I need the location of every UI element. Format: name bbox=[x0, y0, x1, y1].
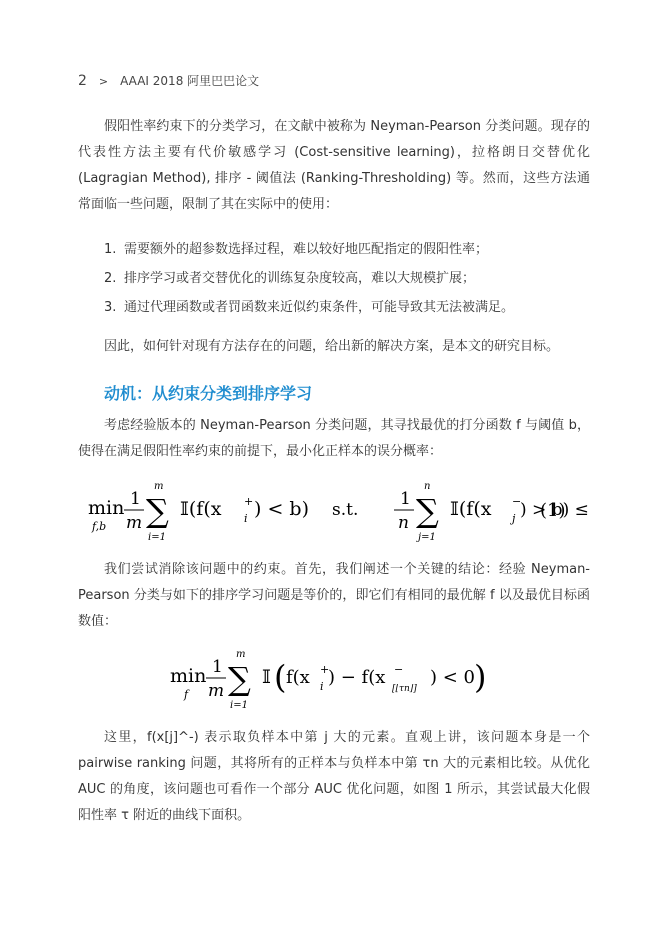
eq2-min-sub: f bbox=[184, 688, 189, 701]
eq2-frac-num: 1 bbox=[212, 657, 223, 677]
eq2-left-paren: ( bbox=[274, 658, 287, 696]
eq1-frac1-den: m bbox=[126, 513, 143, 533]
list-text: 需要额外的超参数选择过程，难以较好地匹配指定的假阳性率； bbox=[124, 242, 489, 257]
eq2-sup-a: + bbox=[320, 663, 330, 676]
eq1-body2: 𝕀(f(x bbox=[450, 498, 492, 520]
eq1-tail: ) < b) bbox=[254, 498, 309, 520]
section-paragraph-1: 考虑经验版本的 Neyman-Pearson 分类问题，其寻找最优的打分函数 f 与阈值 b，使得在满足假阳性率约束的前提下，最小化正样本的误分概率： bbox=[78, 418, 590, 459]
list-item bbox=[104, 264, 594, 293]
eq1-sum-bottom: i=1 bbox=[148, 532, 166, 543]
equation-1 bbox=[88, 478, 588, 550]
intro-paragraph: 假阳性率约束下的分类学习，在文献中被称为 Neyman-Pearson 分类问题。现存的代表性方法主要有代价敏感学习 (Cost-sensitive learning)，拉格朗日交替优化 (Lagragian Method), 排序 - 阈值法 (Ranking-Thresholding) 等。然而，这些方法通常面临一些问题，限制了其在实际中的使用： bbox=[78, 119, 590, 212]
eq2-sub-b: [⌊τn⌋] bbox=[392, 684, 417, 694]
eq2-right-paren: ) bbox=[474, 658, 487, 696]
eq1-body: 𝕀(f(x bbox=[180, 498, 222, 520]
eq1-frac2-num: 1 bbox=[400, 489, 411, 509]
page-header bbox=[78, 72, 259, 92]
eq1-sup2: − bbox=[512, 495, 522, 508]
eq2-tail: ) < 0 bbox=[430, 667, 475, 688]
eq2-indicator: 𝕀 bbox=[262, 666, 271, 688]
eq1-min: min bbox=[88, 497, 125, 519]
list-text: 通过代理函数或者罚函数来近似约束条件，可能导致其无法被满足。 bbox=[124, 300, 515, 315]
eq1-sum-top: m bbox=[154, 481, 164, 492]
list-index: 2. bbox=[104, 271, 117, 286]
eq2-frac-den: m bbox=[208, 681, 225, 701]
list-index: 1. bbox=[104, 242, 117, 257]
eq2-sum-sign: ∑ bbox=[228, 660, 251, 698]
section-paragraph-3: 这里，f(x[j]^-) 表示取负样本中第 j 大的元素。直观上讲，该问题本身是一个 pairwise ranking 问题，其将所有的正样本与负样本中第 τn 大的元素相比较。从优化 AUC 的角度，该问题也可看作一个部分 AUC 优化问题，如图 1 所示，其尝试最大化假阳性率 τ 附近的曲线下面积。 bbox=[78, 730, 590, 823]
goal-paragraph: 因此，如何针对现有方法存在的问题，给出新的解决方案，是本文的研究目标。 bbox=[104, 339, 560, 354]
eq2-sum-top: m bbox=[236, 649, 246, 660]
list-index: 3. bbox=[104, 300, 117, 315]
eq1-min-sub: f,b bbox=[92, 520, 107, 533]
eq2-min: min bbox=[170, 665, 207, 687]
eq1-sum2-sign: ∑ bbox=[416, 492, 439, 530]
eq2-sum-bottom: i=1 bbox=[230, 700, 248, 711]
eq1-frac2-den: n bbox=[398, 513, 409, 533]
page-number: 2 bbox=[78, 73, 87, 89]
eq1-sum2-top: n bbox=[424, 481, 431, 492]
eq1-sum-sign: ∑ bbox=[146, 492, 169, 530]
equation-1-number: (1) bbox=[540, 500, 566, 521]
header-title: AAAI 2018 阿里巴巴论文 bbox=[120, 74, 260, 88]
list-item bbox=[104, 235, 594, 264]
eq2-sup-b: − bbox=[394, 663, 404, 676]
eq1-sup: + bbox=[244, 495, 254, 508]
eq1-sum2-bottom: j=1 bbox=[418, 532, 436, 543]
eq1-tail2: ) > b) ≤ bbox=[520, 500, 588, 520]
list-text: 排序学习或者交替优化的训练复杂度较高，难以大规模扩展； bbox=[124, 271, 476, 286]
eq2-body-a: f(x bbox=[286, 667, 310, 688]
header-separator: > bbox=[98, 75, 109, 88]
equation-2 bbox=[170, 644, 490, 720]
eq1-sub2: j bbox=[512, 512, 516, 525]
eq1-sub: i bbox=[244, 512, 248, 525]
eq2-sub-a: i bbox=[320, 680, 324, 693]
issue-list bbox=[104, 235, 594, 322]
eq1-st: s.t. bbox=[332, 500, 359, 520]
eq2-mid: ) − f(x bbox=[328, 667, 386, 688]
section-title: 动机：从约束分类到排序学习 bbox=[104, 384, 313, 403]
eq1-frac1-num: 1 bbox=[130, 489, 141, 509]
section-paragraph-2: 我们尝试消除该问题中的约束。首先，我们阐述一个关键的结论：经验 Neyman-Pearson 分类与如下的排序学习问题是等价的，即它们有相同的最优解 f 以及最优目标函数值： bbox=[78, 562, 590, 629]
list-item bbox=[104, 293, 594, 322]
